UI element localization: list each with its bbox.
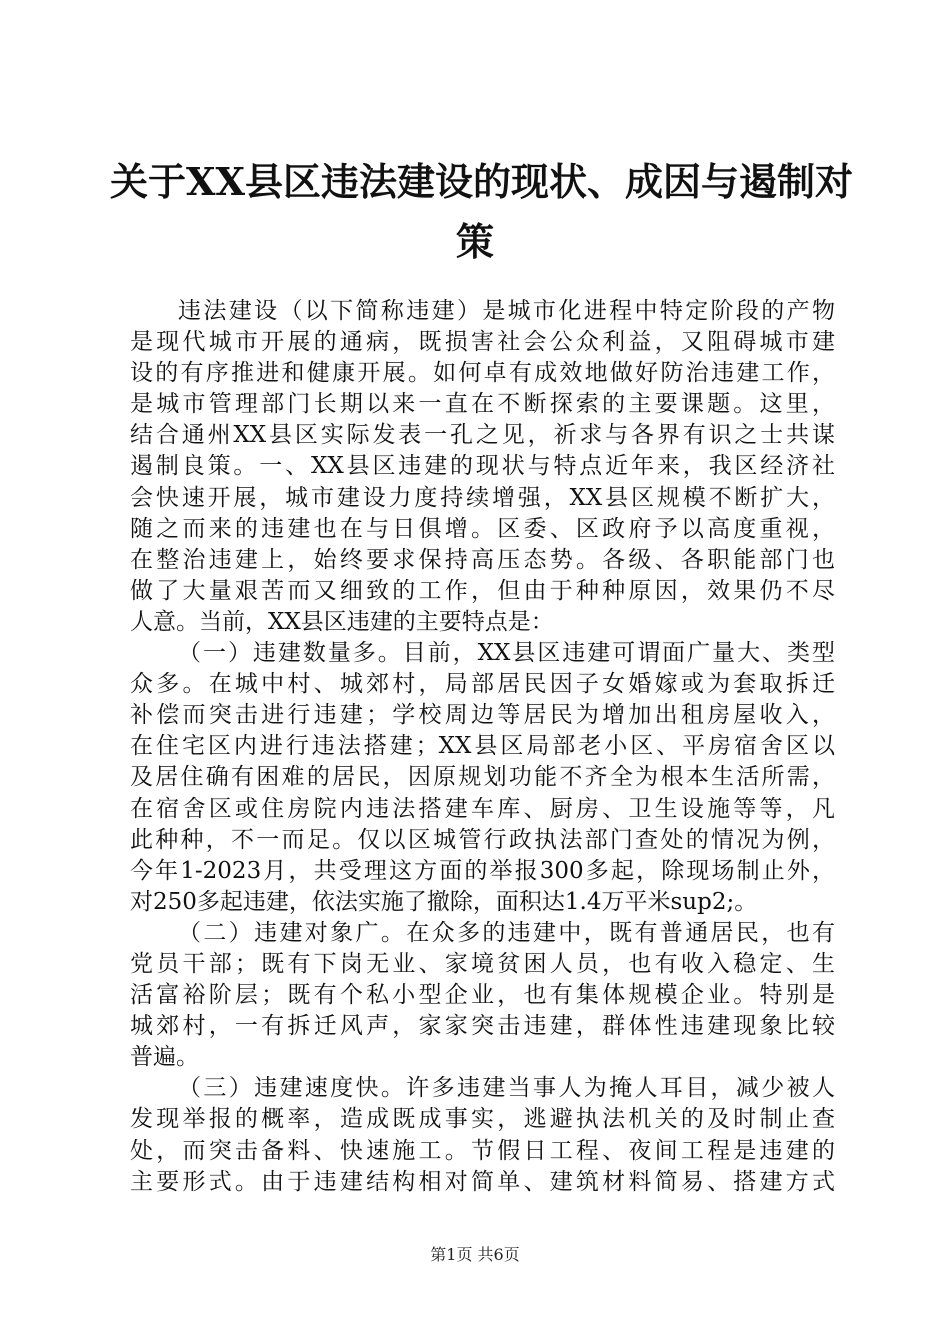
body-line: 党员干部；既有下岗无业、家境贫困人员，也有收入稳定、生 [130,950,835,977]
body-line: 人意。当前，XX县区违建的主要特点是： [130,608,554,635]
body-line: 做了大量艰苦而又细致的工作，但由于种种原因，效果仍不尽 [130,577,835,604]
body-line: 在整治违建上，始终要求保持高压态势。各级、各职能部门也 [130,546,835,573]
body-line: 主要形式。由于违建结构相对简单、建筑材料简易、搭建方式 [130,1168,835,1195]
body-line: 随之而来的违建也在与日俱增。区委、区政府予以高度重视， [130,515,835,542]
body-line: 会快速开展，城市建设力度持续增强，XX县区规模不断扩大， [130,484,835,511]
body-line: 是现代城市开展的通病，既损害社会公众利益，又阻碍城市建 [130,329,835,356]
body-line: 结合通州XX县区实际发表一孔之见，祈求与各界有识之士共谋 [130,422,835,449]
body-line: 违法建设（以下简称违建）是城市化进程中特定阶段的产物 [178,298,835,324]
body-line: 活富裕阶层；既有个私小型企业，也有集体规模企业。特别是 [130,982,835,1009]
body-line: （三）违建速度快。许多违建当事人为掩人耳目，减少被人 [178,1075,835,1102]
body-line: 普遍。 [130,1044,199,1071]
body-line: 在宿舍区或住房院内违法搭建车库、厨房、卫生设施等等，凡 [130,795,835,822]
body-line: 对250多起违建，依法实施了撤除，面积达1.4万平米sup2;。 [130,888,758,915]
body-line: （一）违建数量多。目前，XX县区违建可谓面广量大、类型 [178,640,835,667]
page-number-footer: 第1页 共6页 [430,1245,520,1264]
document-title-line-1: 关于XX县区违法建设的现状、成因与遏制对 [110,159,853,204]
body-line: 众多。在城中村、城郊村，局部居民因子女婚嫁或为套取拆迁 [130,671,835,698]
document-body [130,296,835,1198]
body-line: 城郊村，一有拆迁风声，家家突击违建，群体性违建现象比较 [130,1013,835,1040]
body-line: （二）违建对象广。在众多的违建中，既有普通居民，也有 [178,919,835,946]
body-line: 发现举报的概率，造成既成事实，逃避执法机关的及时制止查 [130,1106,835,1133]
body-line: 设的有序推进和健康开展。如何卓有成效地做好防治违建工作， [130,360,835,387]
body-line: 此种种，不一而足。仅以区城管行政执法部门查处的情况为例， [130,826,835,853]
body-line: 处，而突击备料、快速施工。节假日工程、夜间工程是违建的 [130,1137,835,1164]
body-line: 今年1-2023月，共受理这方面的举报300多起，除现场制止外， [130,857,835,884]
body-line: 及居住确有困难的居民，因原规划功能不齐全为根本生活所需， [130,764,835,791]
document-title-line-2: 策 [455,219,494,264]
body-line: 是城市管理部门长期以来一直在不断探索的主要课题。这里， [130,391,835,418]
body-line: 遏制良策。一、XX县区违建的现状与特点近年来，我区经济社 [130,453,835,480]
body-line: 在住宅区内进行违法搭建；XX县区局部老小区、平房宿舍区以 [130,733,835,760]
body-line: 补偿而突击进行违建；学校周边等居民为增加出租房屋收入， [130,702,835,729]
